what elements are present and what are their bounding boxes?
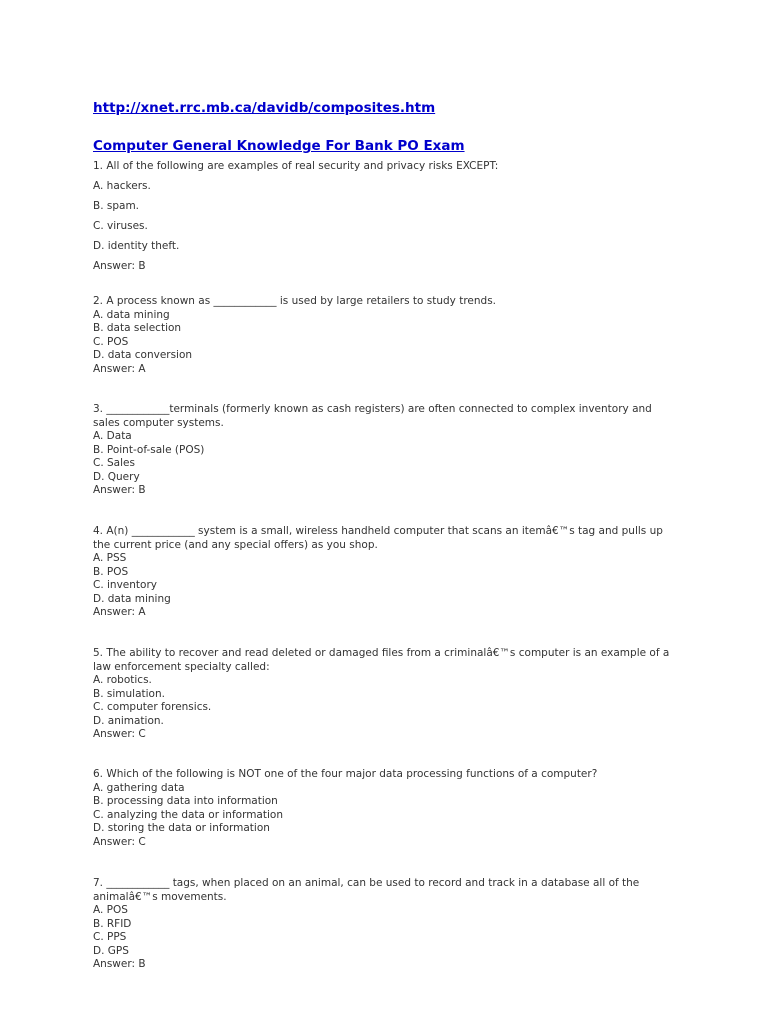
option-d: D. data conversion [93,349,193,361]
option-a: A. gathering data [93,781,185,794]
option-d: D. GPS [93,944,129,957]
answer-text: Answer: B [93,260,146,272]
option-c: C. Sales [93,457,135,469]
option-a: A. PSS [93,552,127,564]
option-c: C. PPS [93,931,127,943]
option-d: D. storing the data or information [93,822,270,834]
option-b: B. RFID [93,917,132,930]
question-text: 6. Which of the following is NOT one of the four major data processing functions of a computer? [93,768,598,780]
option-a: A. Data [93,430,132,442]
option-d: D. data mining [93,592,171,605]
question-text: 3. ____________terminals (formerly known as cash registers) are often connected to complex inventory and sales computer systems. [93,403,652,429]
option-b: B. simulation. [93,687,165,700]
option-c: C. viruses. [93,220,148,232]
answer-text: Answer: B [93,958,146,970]
option-b: B. spam. [93,200,140,212]
question-text: 5. The ability to recover and read deleted or damaged files from a criminalâ€™s computer is an example of a law enforcement specialty called: [93,647,670,673]
option-c: C. inventory [93,579,157,591]
question-block [93,403,673,498]
option-c: C. analyzing the data or information [93,808,283,821]
option-b: B. processing data into information [93,795,278,807]
answer-text: Answer: C [93,728,146,740]
source-url-link[interactable]: http://xnet.rrc.mb.ca/davidb/composites.htm [93,100,436,116]
option-a: A. data mining [93,308,170,321]
option-a: A. hackers. [93,180,151,192]
question-text: 7. ____________ tags, when placed on an animal, can be used to record and track in a database all of the animalâ€™s movements. [93,877,640,903]
option-b: B. Point-of-sale (POS) [93,443,205,456]
option-a: A. POS [93,904,128,916]
option-d: D. Query [93,470,140,483]
option-b: B. data selection [93,322,182,334]
question-block [93,647,673,742]
option-d: D. animation. [93,714,164,727]
question-block [93,160,498,280]
document-title-link[interactable]: Computer General Knowledge For Bank PO Exam [93,138,465,154]
question-block [93,877,673,972]
question-text: 4. A(n) ____________ system is a small, wireless handheld computer that scans an itemâ€™s tag and pulls up the current price (and any special offers) as you shop. [93,525,663,551]
option-c: C. computer forensics. [93,701,212,713]
answer-text: Answer: B [93,484,146,496]
question-block [93,525,673,620]
option-d: D. identity theft. [93,240,180,252]
question-block [93,295,673,376]
answer-text: Answer: A [93,606,146,618]
question-text: 1. All of the following are examples of real security and privacy risks EXCEPT: [93,160,499,172]
question-block [93,768,673,849]
option-b: B. POS [93,565,129,578]
question-text: 2. A process known as ____________ is used by large retailers to study trends. [93,295,497,307]
answer-text: Answer: A [93,362,146,375]
option-c: C. POS [93,335,129,348]
answer-text: Answer: C [93,835,146,848]
option-a: A. robotics. [93,674,152,686]
